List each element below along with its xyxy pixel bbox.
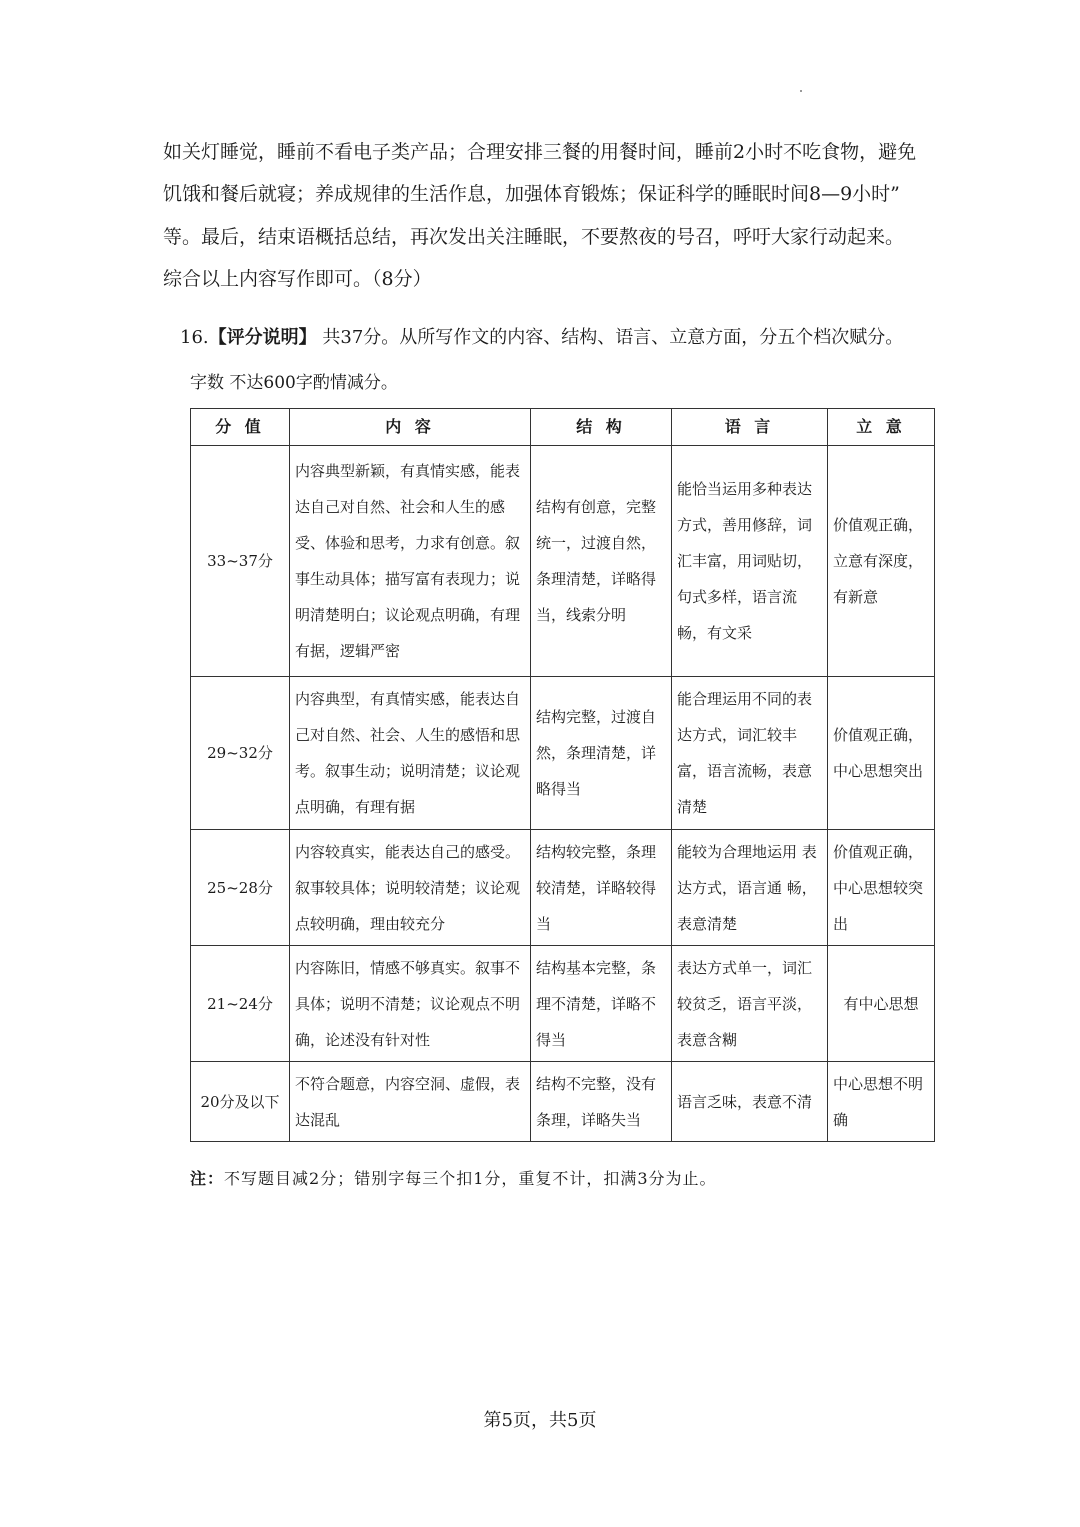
row-score: 29~32分 — [191, 677, 290, 830]
row-language: 语言乏味，表意不清 — [672, 1062, 828, 1142]
row-language: 表达方式单一，词汇较贫乏，语言平淡，表意含糊 — [672, 946, 828, 1062]
intro-line-4: 综合以上内容写作即可。（8分） — [163, 268, 432, 290]
header-score: 分 值 — [191, 409, 290, 446]
row-structure: 结构完整，过渡自然，条理清楚，详略得当 — [531, 677, 672, 830]
table-row — [191, 1062, 935, 1142]
question-heading — [180, 323, 940, 353]
question-text: 共37分。从所写作文的内容、结构、语言、立意方面，分五个档次赋分。 — [322, 327, 904, 348]
intro-line-3: 等。最后，结束语概括总结，再次发出关注睡眠，不要熬夜的号召，呼吁大家行动起来。 — [163, 226, 905, 248]
page-number: 第5页，共5页 — [483, 1410, 597, 1431]
row-content: 内容较真实，能表达自己的感受。叙事较具体；说明较清楚；议论观点较明确，理由较充分 — [290, 830, 531, 946]
table-row — [191, 677, 935, 830]
row-theme: 价值观正确，中心思想突出 — [828, 677, 935, 830]
scan-speck — [800, 90, 802, 92]
table-row — [191, 946, 935, 1062]
row-content: 内容典型新颖，有真情实感，能表达自己对自然、社会和人生的感受、体验和思考，力求有创意。叙事生动具体；描写富有表现力；说明清楚明白；议论观点明确，有理有据，逻辑严密 — [290, 446, 531, 677]
header-content: 内 容 — [290, 409, 531, 446]
note-text: 不写题目减2分；错别字每三个扣1分，重复不计，扣满3分为止。 — [224, 1169, 717, 1188]
word-count-rule: 字数 不达600字酌情减分。 — [190, 373, 398, 393]
row-language: 能恰当运用多种表达方式，善用修辞，词汇丰富，用词贴切，句式多样，语言流畅，有文采 — [672, 446, 828, 677]
deduction-note — [190, 1164, 717, 1194]
row-content: 内容典型，有真情实感，能表达自己对自然、社会、人生的感悟和思考。叙事生动；说明清楚；议论观点明确，有理有据 — [290, 677, 531, 830]
row-theme: 价值观正确，中心思想较突出 — [828, 830, 935, 946]
table-row — [191, 446, 935, 677]
row-language: 能较为合理地运用 表达方式，语言通 畅，表意清楚 — [672, 830, 828, 946]
header-theme: 立 意 — [828, 409, 935, 446]
header-structure: 结 构 — [531, 409, 672, 446]
question-number: 16. — [180, 327, 209, 348]
row-theme: 价值观正确，立意有深度，有新意 — [828, 446, 935, 677]
row-content: 内容陈旧，情感不够真实。叙事不具体；说明不清楚；议论观点不明确，论述没有针对性 — [290, 946, 531, 1062]
table-row — [191, 830, 935, 946]
header-language: 语 言 — [672, 409, 828, 446]
rubric-table — [190, 408, 935, 1142]
row-structure: 结构基本完整，条理不清楚，详略不得当 — [531, 946, 672, 1062]
intro-line-2: 饥饿和餐后就寝；养成规律的生活作息，加强体育锻炼；保证科学的睡眠时间8—9小时” — [163, 183, 900, 205]
row-score: 25~28分 — [191, 830, 290, 946]
row-structure: 结构不完整，没有条理，详略失当 — [531, 1062, 672, 1142]
row-theme: 中心思想不明确 — [828, 1062, 935, 1142]
intro-line-1: 如关灯睡觉，睡前不看电子类产品；合理安排三餐的用餐时间，睡前2小时不吃食物，避免 — [163, 141, 917, 163]
row-structure: 结构较完整，条理较清楚，详略较得当 — [531, 830, 672, 946]
row-language: 能合理运用不同的表达方式，词汇较丰富，语言流畅，表意清楚 — [672, 677, 828, 830]
row-theme: 有中心思想 — [828, 946, 935, 1062]
row-score: 21~24分 — [191, 946, 290, 1062]
rubric-header-row — [191, 409, 935, 446]
row-score: 20分及以下 — [191, 1062, 290, 1142]
note-label: 注： — [190, 1169, 225, 1188]
row-structure: 结构有创意，完整统一，过渡自然，条理清楚，详略得当，线索分明 — [531, 446, 672, 677]
row-score: 33~37分 — [191, 446, 290, 677]
question-label: 【评分说明】 — [208, 327, 317, 348]
row-content: 不符合题意，内容空洞、虚假，表 达混乱 — [290, 1062, 531, 1142]
